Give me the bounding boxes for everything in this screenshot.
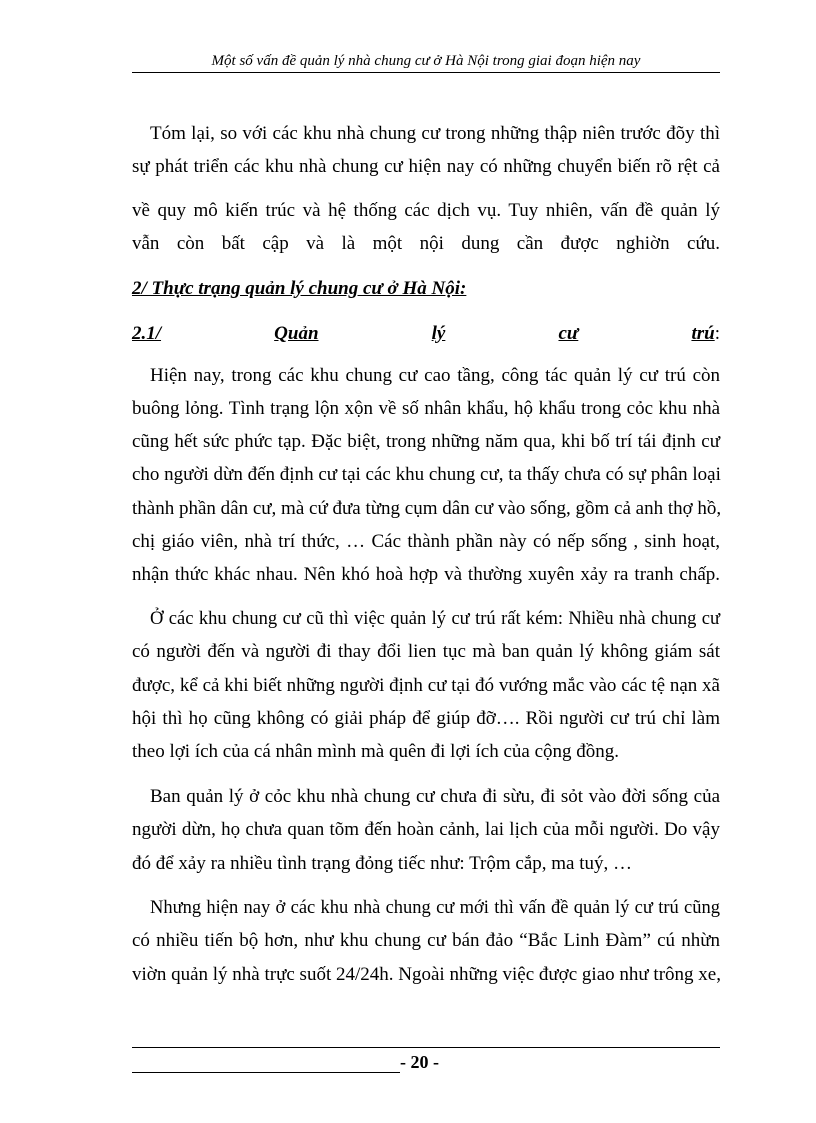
subsection-word-2: lý: [431, 323, 446, 344]
subsection-heading: [132, 322, 720, 346]
p3-line-3: đó để xảy ra nhiều tình trạng đỏng tiếc như: Trộm cắp, ma tuý, …: [132, 853, 632, 874]
p1-line-6: chị giáo viên, nhà trí thức, … Các thành phần này có nếp sống , sinh hoạt,: [132, 531, 720, 552]
p1-line-7: nhận thức khác nhau. Nên khó hoà hợp và thường xuyên xảy ra tranh chấp.: [132, 564, 720, 585]
subsection-number: 2.1/: [132, 323, 162, 344]
page-number: - 20 -: [400, 1052, 439, 1072]
p2-line-1: Ở các khu chung cư cũ thì việc quản lý cư trú rất kém: Nhiều nhà chung cư: [150, 609, 720, 629]
intro-line-1: Tóm lại, so với các khu nhà chung cư trong những thập niên trước đõy thì: [150, 123, 720, 144]
p2-line-3: được, kể cả khi biết những người định cư tại đó vướng mắc vào các tệ nạn xã: [132, 675, 720, 696]
p2-line-2: có người đến và người đi thay đổi lien tục mà ban quản lý không giám sát: [132, 641, 720, 662]
subsection-word-1: Quản: [274, 323, 319, 344]
subsection-colon: :: [714, 323, 720, 344]
p1-line-2: buông lỏng. Tình trạng lộn xộn về số nhân khẩu, hộ khẩu trong cỏc khu nhà: [132, 398, 720, 419]
p1-line-3: cũng hết sức phức tạp. Đặc biệt, trong những năm qua, khi bố trí tái định cư: [132, 431, 720, 452]
p2-line-5: theo lợi ích của cá nhân mình mà quên đi lợi ích của cộng đồng.: [132, 741, 620, 762]
p4-line-3: viờn quản lý nhà trực suốt 24/24h. Ngoài những việc được giao như trông xe,: [132, 964, 721, 985]
footer-rule: [132, 1047, 720, 1048]
p4-line-2: có nhiều tiến bộ hơn, như khu chung cư bán đảo “Bắc Linh Đàm” cú nhừn: [132, 930, 720, 951]
p1-line-4: cho người dừn đến định cư tại các khu chung cư, ta thấy chưa có sự phân loại: [132, 464, 721, 485]
intro-line-4: vẫn còn bất cập và là một nội dung cần được nghiờn cứu.: [132, 233, 720, 254]
running-header: Một số vấn đề quản lý nhà chung cư ở Hà Nội trong giai đoạn hiện nay: [211, 53, 641, 69]
section-heading: 2/ Thực trạng quản lý chung cư ở Hà Nội:: [132, 278, 467, 299]
intro-line-3: về quy mô kiến trúc và hệ thống các dịch vụ. Tuy nhiên, vấn đề quản lý: [132, 200, 720, 221]
intro-line-2: sự phát triển các khu nhà chung cư hiện nay có những chuyển biến rõ rệt cả: [132, 156, 720, 177]
p1-line-1: Hiện nay, trong các khu chung cư cao tầng, công tác quản lý cư trú còn: [150, 365, 720, 386]
p2-line-4: hội thì họ cũng không có giải pháp để giúp đỡ…. Rồi người cư trú chỉ làm: [132, 708, 720, 729]
p4-line-1: Nhưng hiện nay ở các khu nhà chung cư mới thì vấn đề quản lý cư trú cũng: [150, 898, 720, 918]
p1-line-5: thành phần dân cư, mà cứ đưa từng cụm dân cư vào sống, gồm cả anh thợ hồ,: [132, 498, 722, 519]
subsection-word-3: cư: [558, 323, 579, 344]
p3-line-2: người dừn, họ chưa quan tõm đến hoàn cảnh, lai lịch của mỗi người. Do vậy: [132, 819, 720, 840]
p3-line-1: Ban quản lý ở cỏc khu nhà chung cư chưa đi sừu, đi sỏt vào đời sống của: [150, 786, 720, 807]
subsection-word-4: trú: [691, 323, 715, 344]
footer-underline: [132, 1072, 400, 1073]
header-rule: [132, 72, 720, 73]
